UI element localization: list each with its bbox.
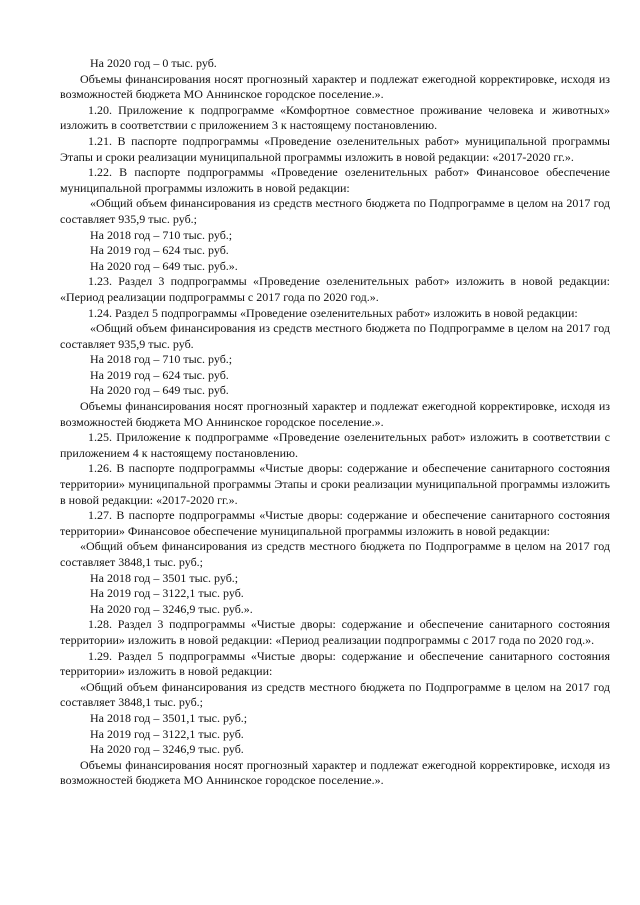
document-paragraph: На 2019 год – 624 тыс. руб. <box>90 243 229 258</box>
document-paragraph: На 2020 год – 649 тыс. руб. <box>90 383 229 398</box>
document-paragraph: На 2019 год – 3122,1 тыс. руб. <box>90 586 244 601</box>
document-paragraph: На 2020 год – 0 тыс. руб. <box>90 56 217 70</box>
document-paragraph: На 2020 год – 649 тыс. руб.». <box>90 258 238 273</box>
document-paragraph: «Общий объем финансирования из средств местного бюджета по Подпрограмме в целом на 2017 год составляет 3848,1 тыс. руб.; <box>60 679 610 710</box>
document-paragraph: На 2020 год – 3246,9 тыс. руб.». <box>90 601 253 616</box>
document-paragraph: Объемы финансирования носят прогнозный характер и подлежат ежегодной корректировке, исходя из возможностей бюджета МО Аннинское городское поселение.». <box>60 71 610 102</box>
document-paragraph: Объемы финансирования носят прогнозный характер и подлежат ежегодной корректировке, исходя из возможностей бюджета МО Аннинское городское поселение.». <box>60 399 610 429</box>
document-paragraph: «Общий объем финансирования из средств местного бюджета по Подпрограмме в целом на 2017 год составляет 935,9 тыс. руб.; <box>60 196 610 226</box>
document-paragraph: На 2019 год – 624 тыс. руб. <box>90 367 229 382</box>
document-paragraph: 1.22. В паспорте подпрограммы «Проведение озеленительных работ» Финансовое обеспечение муниципальной программы изложить в новой редакции: <box>60 165 610 195</box>
document-paragraph: «Общий объем финансирования из средств местного бюджета по Подпрограмме в целом на 2017 год составляет 3848,1 тыс. руб.; <box>60 539 610 569</box>
document-paragraph: 1.20. Приложение к подпрограмме «Комфортное совместное проживание человека и животных» изложить в соответствии с приложением 3 к настоящему постановлению. <box>60 102 610 133</box>
document-paragraph: На 2019 год – 3122,1 тыс. руб. <box>90 726 244 741</box>
document-paragraph: 1.23. Раздел 3 подпрограммы «Проведение озеленительных работ» изложить в новой редакции: «Период реализации подпрограммы с 2017 года по 2020 год.». <box>60 274 610 304</box>
document-paragraph: На 2020 год – 3246,9 тыс. руб. <box>90 742 244 757</box>
document-paragraph: 1.28. Раздел 3 подпрограммы «Чистые дворы: содержание и обеспечение санитарного состояния территории» изложить в новой редакции: «Период реализации подпрограммы с 2017 года по 2020 год.». <box>60 617 610 647</box>
document-paragraph: «Общий объем финансирования из средств местного бюджета по Подпрограмме в целом на 2017 год составляет 935,9 тыс. руб. <box>60 321 610 351</box>
document-paragraph: 1.26. В паспорте подпрограммы «Чистые дворы: содержание и обеспечение санитарного состояния территории» муниципальной программы Этапы и сроки реализации муниципальной программы изложить в новой редакции: «2017-2020 гг.». <box>60 461 610 507</box>
document-paragraph: На 2018 год – 710 тыс. руб.; <box>90 352 233 367</box>
document-paragraph: На 2018 год – 710 тыс. руб.; <box>90 227 233 242</box>
document-paragraph: 1.21. В паспорте подпрограммы «Проведение озеленительных работ» муниципальной программы Этапы и сроки реализации муниципальной программы изложить в новой редакции: «2017-2020 гг.». <box>60 133 610 164</box>
document-paragraph: Объемы финансирования носят прогнозный характер и подлежат ежегодной корректировке, исходя из возможностей бюджета МО Аннинское городское поселение.». <box>60 757 610 788</box>
document-paragraph: 1.29. Раздел 5 подпрограммы «Чистые дворы: содержание и обеспечение санитарного состояния территории» изложить в новой редакции: <box>60 648 610 679</box>
document-paragraph: На 2018 год – 3501,1 тыс. руб.; <box>90 710 248 725</box>
document-page <box>60 56 610 789</box>
document-paragraph: 1.24. Раздел 5 подпрограммы «Проведение озеленительных работ» изложить в новой редакции: <box>88 305 578 320</box>
document-paragraph: На 2018 год – 3501 тыс. руб.; <box>90 570 239 585</box>
document-paragraph: 1.27. В паспорте подпрограммы «Чистые дворы: содержание и обеспечение санитарного состояния территории» Финансовое обеспечение муниципальной программы изложить в новой редакции: <box>60 508 610 538</box>
document-paragraph: 1.25. Приложение к подпрограмме «Проведение озеленительных работ» изложить в соответствии с приложением 4 к настоящему постановлению. <box>60 430 610 460</box>
